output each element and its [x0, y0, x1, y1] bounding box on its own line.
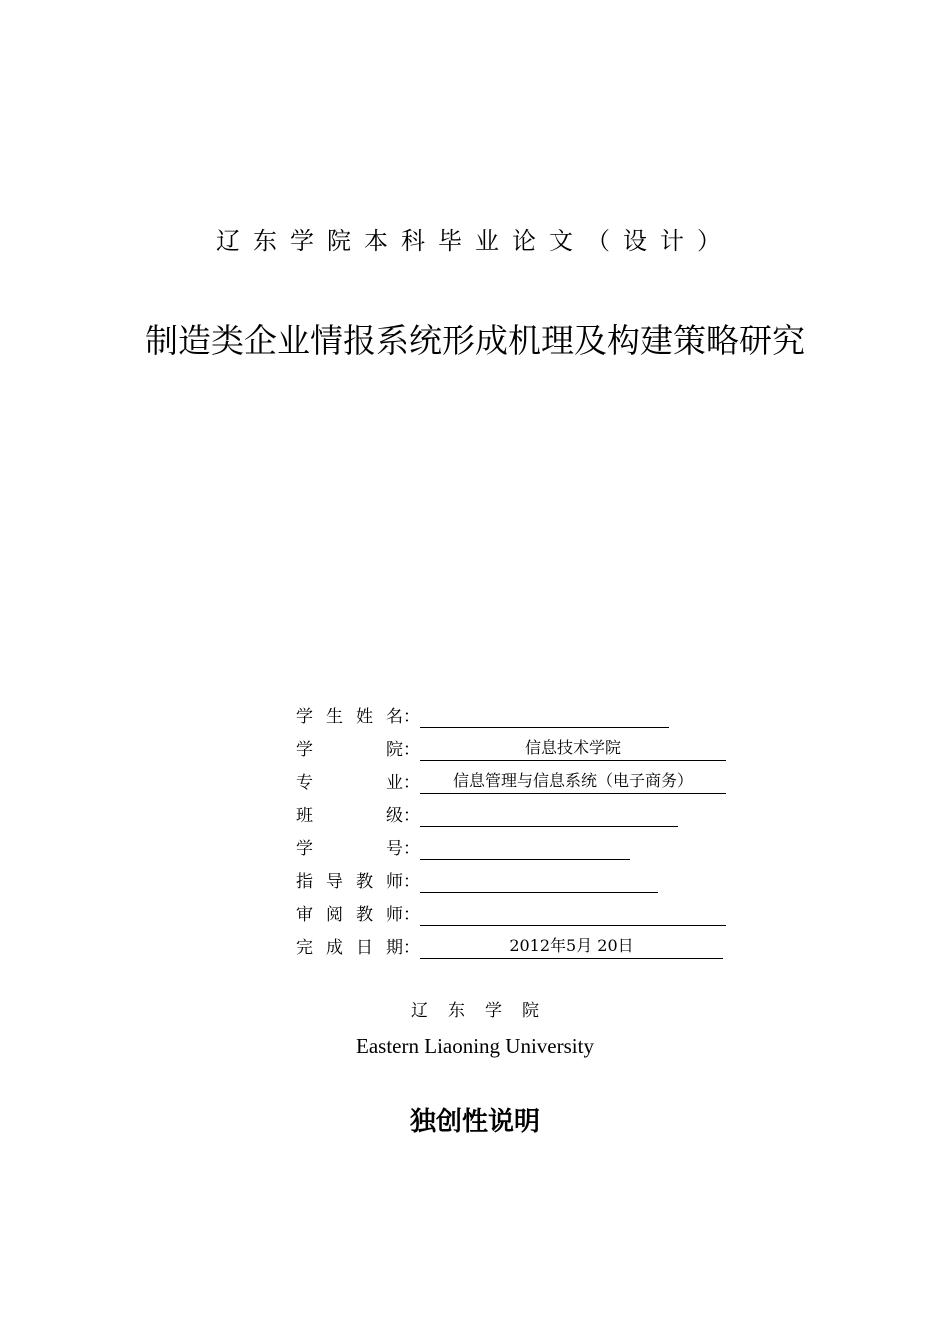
info-label: 专 业：: [296, 773, 420, 793]
info-value-reviewer: [420, 901, 726, 926]
university-name-cn: 辽东学院: [411, 1001, 559, 1021]
info-value-advisor: [420, 868, 658, 893]
info-label: 学 号：: [296, 839, 420, 859]
university-name-en: Eastern Liaoning University: [356, 1034, 594, 1058]
info-value-major: 信息管理与信息系统（电子商务）: [420, 769, 726, 794]
info-label: 学 院：: [296, 740, 420, 760]
school-title: 辽东学院本科毕业论文（设计）: [216, 227, 734, 255]
info-row-completion-date: [296, 931, 726, 964]
info-row-college: [296, 733, 726, 766]
student-info-table: [296, 700, 726, 964]
originality-statement-heading: 独创性说明: [409, 1107, 540, 1137]
info-label: 指 导 教 师：: [296, 872, 420, 892]
info-row-advisor: [296, 865, 726, 898]
info-value-completion-date: 2012年5月 20日: [420, 934, 723, 959]
info-label: 班 级：: [296, 806, 420, 826]
info-label: 学 生 姓 名：: [296, 707, 420, 727]
info-value-student-id: [420, 835, 630, 860]
thesis-title: 制造类企业情报系统形成机理及构建策略研究: [145, 321, 805, 360]
info-label: 审 阅 教 师：: [296, 905, 420, 925]
info-row-reviewer: [296, 898, 726, 931]
info-row-class: [296, 799, 726, 832]
info-label: 完 成 日 期：: [296, 938, 420, 958]
info-value-student-name: [420, 703, 669, 728]
info-value-college: 信息技术学院: [420, 736, 726, 761]
info-row-student-name: [296, 700, 726, 733]
info-value-class: [420, 802, 678, 827]
info-row-major: [296, 766, 726, 799]
info-row-student-id: [296, 832, 726, 865]
